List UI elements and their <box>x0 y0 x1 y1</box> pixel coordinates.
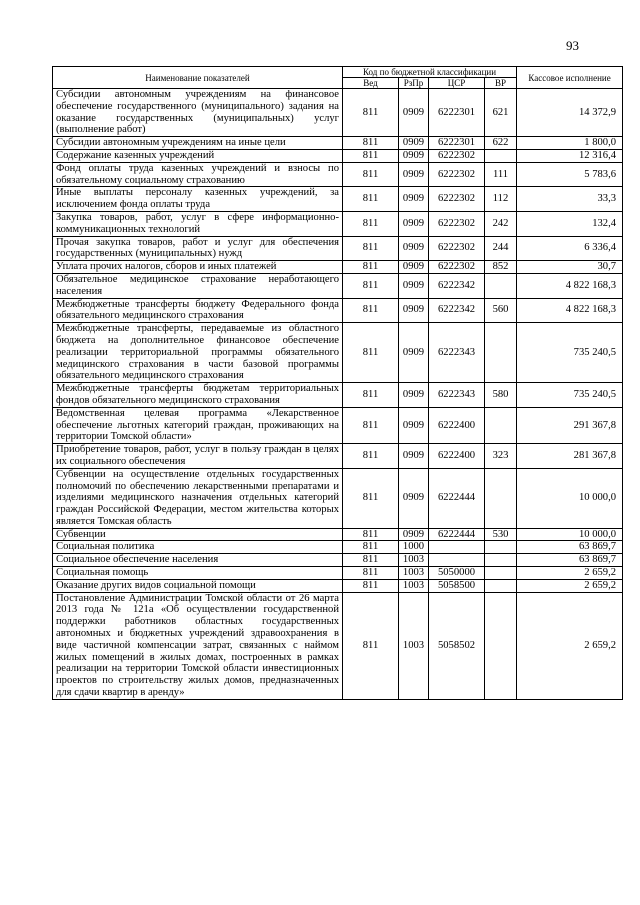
budget-execution-table <box>52 66 623 700</box>
cell-csr: 6222302 <box>429 149 485 162</box>
table-row <box>53 137 623 150</box>
table-row <box>53 468 623 528</box>
cell-amount: 2 659,2 <box>517 567 623 580</box>
table-row <box>53 162 623 187</box>
cell-amount: 10 000,0 <box>517 528 623 541</box>
cell-csr: 5058500 <box>429 579 485 592</box>
cell-amount: 4 822 168,3 <box>517 273 623 298</box>
cell-name: Обязательное медицинское страхование неработающего населения <box>53 273 343 298</box>
cell-ved: 811 <box>343 211 399 236</box>
cell-rzpr: 1003 <box>399 579 429 592</box>
cell-csr: 6222302 <box>429 261 485 274</box>
table-row <box>53 528 623 541</box>
cell-amount: 291 367,8 <box>517 407 623 443</box>
header-amount: Кассовое исполнение <box>517 67 623 89</box>
cell-vr: 244 <box>485 236 517 261</box>
cell-ved: 811 <box>343 407 399 443</box>
cell-vr: 530 <box>485 528 517 541</box>
cell-name: Иные выплаты персоналу казенных учреждений, за исключением фонда оплаты труда <box>53 187 343 212</box>
cell-csr <box>429 554 485 567</box>
cell-rzpr: 0909 <box>399 211 429 236</box>
table-row <box>53 579 623 592</box>
cell-vr <box>485 592 517 699</box>
cell-vr <box>485 323 517 383</box>
cell-rzpr: 0909 <box>399 468 429 528</box>
cell-amount: 2 659,2 <box>517 592 623 699</box>
cell-vr <box>485 567 517 580</box>
cell-amount: 33,3 <box>517 187 623 212</box>
cell-csr: 6222302 <box>429 211 485 236</box>
cell-rzpr: 0909 <box>399 149 429 162</box>
table-row <box>53 89 623 137</box>
cell-name: Закупка товаров, работ, услуг в сфере информационно-коммуникационных технологий <box>53 211 343 236</box>
table-row <box>53 298 623 323</box>
cell-vr: 111 <box>485 162 517 187</box>
cell-ved: 811 <box>343 554 399 567</box>
cell-amount: 6 336,4 <box>517 236 623 261</box>
cell-csr: 6222444 <box>429 528 485 541</box>
cell-name: Социальная помощь <box>53 567 343 580</box>
cell-vr <box>485 554 517 567</box>
cell-vr: 622 <box>485 137 517 150</box>
cell-name: Социальное обеспечение населения <box>53 554 343 567</box>
cell-vr <box>485 273 517 298</box>
header-name: Наименование показателей <box>53 67 343 89</box>
cell-csr: 6222400 <box>429 407 485 443</box>
cell-rzpr: 0909 <box>399 298 429 323</box>
cell-name: Приобретение товаров, работ, услуг в пользу граждан в целях их социального обеспечения <box>53 444 343 469</box>
cell-ved: 811 <box>343 528 399 541</box>
cell-name: Межбюджетные трансферты бюджету Федерального фонда обязательного медицинского страхования <box>53 298 343 323</box>
cell-rzpr: 1000 <box>399 541 429 554</box>
cell-ved: 811 <box>343 541 399 554</box>
table-row <box>53 383 623 408</box>
cell-csr: 6222343 <box>429 383 485 408</box>
cell-amount: 30,7 <box>517 261 623 274</box>
cell-csr: 6222343 <box>429 323 485 383</box>
cell-vr: 580 <box>485 383 517 408</box>
cell-name: Социальная политика <box>53 541 343 554</box>
cell-ved: 811 <box>343 261 399 274</box>
cell-csr: 6222301 <box>429 89 485 137</box>
cell-csr: 6222342 <box>429 273 485 298</box>
cell-ved: 811 <box>343 567 399 580</box>
cell-csr <box>429 541 485 554</box>
cell-name: Субвенции на осуществление отдельных государственных полномочий по обеспечению лекарственными препаратами и изделиями медицинского назначения отдельных категорий граждан Российской Федерации, местом жительства которых является Томская область <box>53 468 343 528</box>
cell-ved: 811 <box>343 162 399 187</box>
cell-amount: 5 783,6 <box>517 162 623 187</box>
table-row <box>53 554 623 567</box>
cell-ved: 811 <box>343 187 399 212</box>
table-row <box>53 444 623 469</box>
table-row <box>53 323 623 383</box>
cell-name: Постановление Администрации Томской области от 26 марта 2013 года № 121а «Об осуществлении государственной поддержки работников областных государственных автономных и бюджетных учреждений здравоохранения в виде частичной компенсации затрат, связанных с наймом жилых помещений в жилых домах, построенных в рамках реализации на территории Томской области инвестиционных проектов по строительству жилых домов, предназначенных для сдачи квартир в аренду» <box>53 592 343 699</box>
cell-vr <box>485 541 517 554</box>
cell-name: Межбюджетные трансферты бюджетам территориальных фондов обязательного медицинского страхования <box>53 383 343 408</box>
cell-ved: 811 <box>343 444 399 469</box>
cell-ved: 811 <box>343 323 399 383</box>
cell-vr: 242 <box>485 211 517 236</box>
cell-csr: 6222400 <box>429 444 485 469</box>
cell-amount: 2 659,2 <box>517 579 623 592</box>
cell-vr: 560 <box>485 298 517 323</box>
page-number: 93 <box>566 38 579 53</box>
cell-amount: 735 240,5 <box>517 383 623 408</box>
cell-amount: 10 000,0 <box>517 468 623 528</box>
table-row <box>53 187 623 212</box>
table-row <box>53 592 623 699</box>
cell-ved: 811 <box>343 383 399 408</box>
cell-amount: 281 367,8 <box>517 444 623 469</box>
cell-ved: 811 <box>343 468 399 528</box>
cell-ved: 811 <box>343 137 399 150</box>
cell-rzpr: 0909 <box>399 162 429 187</box>
cell-rzpr: 0909 <box>399 261 429 274</box>
cell-rzpr: 1003 <box>399 592 429 699</box>
cell-csr: 5050000 <box>429 567 485 580</box>
cell-vr <box>485 468 517 528</box>
cell-rzpr: 0909 <box>399 528 429 541</box>
cell-csr: 6222302 <box>429 236 485 261</box>
table-row <box>53 149 623 162</box>
cell-ved: 811 <box>343 298 399 323</box>
cell-ved: 811 <box>343 592 399 699</box>
cell-rzpr: 0909 <box>399 383 429 408</box>
cell-name: Содержание казенных учреждений <box>53 149 343 162</box>
cell-amount: 63 869,7 <box>517 541 623 554</box>
cell-rzpr: 1003 <box>399 554 429 567</box>
table-row <box>53 273 623 298</box>
cell-name: Уплата прочих налогов, сборов и иных платежей <box>53 261 343 274</box>
table-row <box>53 567 623 580</box>
cell-rzpr: 0909 <box>399 407 429 443</box>
cell-name: Оказание других видов социальной помощи <box>53 579 343 592</box>
cell-rzpr: 0909 <box>399 137 429 150</box>
cell-vr: 112 <box>485 187 517 212</box>
cell-csr: 6222444 <box>429 468 485 528</box>
cell-vr: 621 <box>485 89 517 137</box>
cell-amount: 4 822 168,3 <box>517 298 623 323</box>
cell-rzpr: 0909 <box>399 89 429 137</box>
cell-vr <box>485 579 517 592</box>
cell-name: Прочая закупка товаров, работ и услуг для обеспечения государственных (муниципальных) нужд <box>53 236 343 261</box>
cell-vr: 852 <box>485 261 517 274</box>
cell-amount: 1 800,0 <box>517 137 623 150</box>
cell-csr: 6222301 <box>429 137 485 150</box>
cell-amount: 63 869,7 <box>517 554 623 567</box>
cell-name: Субсидии автономным учреждениям на иные цели <box>53 137 343 150</box>
cell-rzpr: 0909 <box>399 444 429 469</box>
cell-name: Межбюджетные трансферты, передаваемые из областного бюджета на дополнительное финансовое обеспечение реализации территориальной программы обязательного медицинского страхования в части базовой программы обязательного медицинского страхования <box>53 323 343 383</box>
table-header <box>53 67 623 89</box>
table-row <box>53 541 623 554</box>
cell-ved: 811 <box>343 89 399 137</box>
cell-amount: 12 316,4 <box>517 149 623 162</box>
cell-rzpr: 1003 <box>399 567 429 580</box>
cell-rzpr: 0909 <box>399 273 429 298</box>
table-row <box>53 236 623 261</box>
cell-ved: 811 <box>343 236 399 261</box>
cell-name: Фонд оплаты труда казенных учреждений и взносы по обязательному социальному страхованию <box>53 162 343 187</box>
header-rzpr: РзПр <box>399 78 429 89</box>
cell-name: Субсидии автономным учреждениям на финансовое обеспечение государственного (муниципального) задания на оказание государственных (муниципальных) услуг (выполнение работ) <box>53 89 343 137</box>
cell-name: Ведомственная целевая программа «Лекарственное обеспечение льготных категорий граждан, проживающих на территории Томской области» <box>53 407 343 443</box>
table-body <box>53 89 623 700</box>
cell-rzpr: 0909 <box>399 236 429 261</box>
cell-csr: 5058502 <box>429 592 485 699</box>
cell-amount: 14 372,9 <box>517 89 623 137</box>
cell-rzpr: 0909 <box>399 187 429 212</box>
cell-vr: 323 <box>485 444 517 469</box>
cell-csr: 6222302 <box>429 162 485 187</box>
cell-name: Субвенции <box>53 528 343 541</box>
table-row <box>53 261 623 274</box>
cell-ved: 811 <box>343 149 399 162</box>
table-row <box>53 211 623 236</box>
header-vr: ВР <box>485 78 517 89</box>
table-row <box>53 407 623 443</box>
cell-csr: 6222302 <box>429 187 485 212</box>
cell-amount: 132,4 <box>517 211 623 236</box>
cell-csr: 6222342 <box>429 298 485 323</box>
cell-amount: 735 240,5 <box>517 323 623 383</box>
header-code-group: Код по бюджетной классификации <box>343 67 517 78</box>
cell-vr <box>485 407 517 443</box>
header-csr: ЦСР <box>429 78 485 89</box>
cell-ved: 811 <box>343 273 399 298</box>
cell-vr <box>485 149 517 162</box>
cell-rzpr: 0909 <box>399 323 429 383</box>
header-ved: Вед <box>343 78 399 89</box>
cell-ved: 811 <box>343 579 399 592</box>
